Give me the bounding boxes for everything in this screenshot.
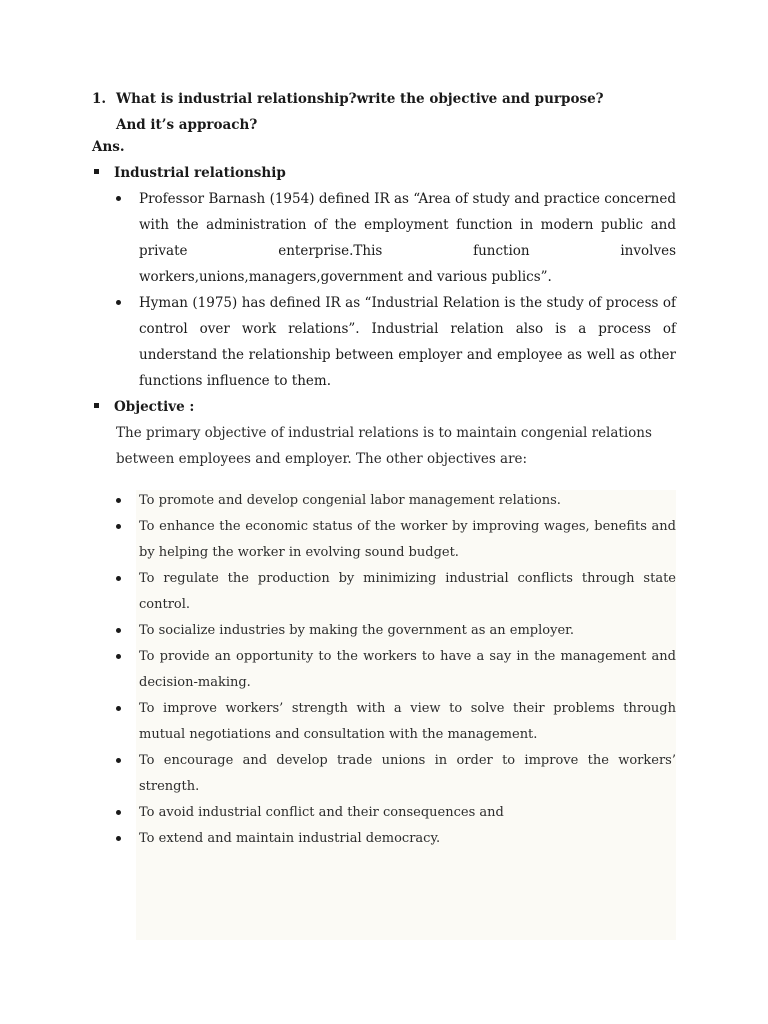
bullet-icon	[116, 576, 121, 581]
bullet-icon	[116, 498, 121, 503]
bullet-icon	[116, 836, 121, 841]
bullet-icon	[116, 524, 121, 529]
bullet-icon	[116, 706, 121, 711]
list-item-text: To encourage and develop trade unions in order to improve the workers’ strength.	[139, 753, 676, 794]
list-item	[114, 290, 676, 394]
answer-label: Ans.	[92, 139, 125, 155]
list-item-text: To socialize industries by making the government as an employer.	[139, 623, 575, 638]
list-item	[114, 826, 676, 852]
list-item	[114, 696, 676, 748]
question-text-1: What is industrial relationship?write the objective and purpose?	[116, 91, 604, 107]
list-item-text: To enhance the economic status of the worker by improving wages, benefits and by helping the worker in evolving sound budget.	[139, 519, 676, 560]
question-text-2: And it’s approach?	[116, 117, 258, 133]
list-item-text: Professor Barnash (1954) defined IR as “Area of study and practice concerned with the administration of the employment function in modern public and private enterprise.This function involves workers,unions,managers,government and various publics”.	[139, 191, 676, 285]
list-item-text: To provide an opportunity to the workers to have a say in the management and decision-making.	[139, 649, 676, 690]
question-heading	[92, 86, 692, 138]
bullet-icon	[116, 300, 121, 305]
list-item	[114, 186, 676, 290]
bullet-icon	[116, 628, 121, 633]
list-item-text: Hyman (1975) has defined IR as “Industrial Relation is the study of process of control over work relations”. Industrial relation also is a process of understand the relationship between employer and employee as well as other functions influence to them.	[139, 295, 676, 389]
list-item	[114, 748, 676, 800]
list-item	[114, 566, 676, 618]
section-heading-text: Objective :	[114, 399, 195, 415]
list-item-text: To extend and maintain industrial democracy.	[139, 831, 441, 846]
objective-list	[114, 488, 676, 852]
bullet-icon	[116, 654, 121, 659]
list-item-text: To improve workers’ strength with a view to solve their problems through mutual negotiations and consultation with the management.	[139, 701, 676, 742]
question-line-1	[92, 86, 692, 112]
square-bullet-icon	[94, 403, 99, 408]
definition-list	[114, 186, 676, 394]
bullet-icon	[116, 196, 121, 201]
section-heading-objective	[92, 394, 194, 420]
section-heading-industrial-relationship	[92, 160, 286, 186]
square-bullet-icon	[94, 169, 99, 174]
list-item-text: To avoid industrial conflict and their consequences and	[139, 805, 504, 820]
list-item	[114, 644, 676, 696]
bullet-icon	[116, 810, 121, 815]
list-item	[114, 800, 676, 826]
list-item	[114, 618, 676, 644]
list-item-text: To promote and develop congenial labor management relations.	[139, 493, 561, 508]
list-item-text: To regulate the production by minimizing industrial conflicts through state control.	[139, 571, 676, 612]
list-item	[114, 514, 676, 566]
bullet-icon	[116, 758, 121, 763]
objective-intro: The primary objective of industrial relations is to maintain congenial relations between employees and employer. The other objectives are:	[116, 425, 652, 467]
list-item	[114, 488, 676, 514]
question-number: 1.	[92, 91, 107, 107]
section-heading-text: Industrial relationship	[114, 165, 286, 181]
